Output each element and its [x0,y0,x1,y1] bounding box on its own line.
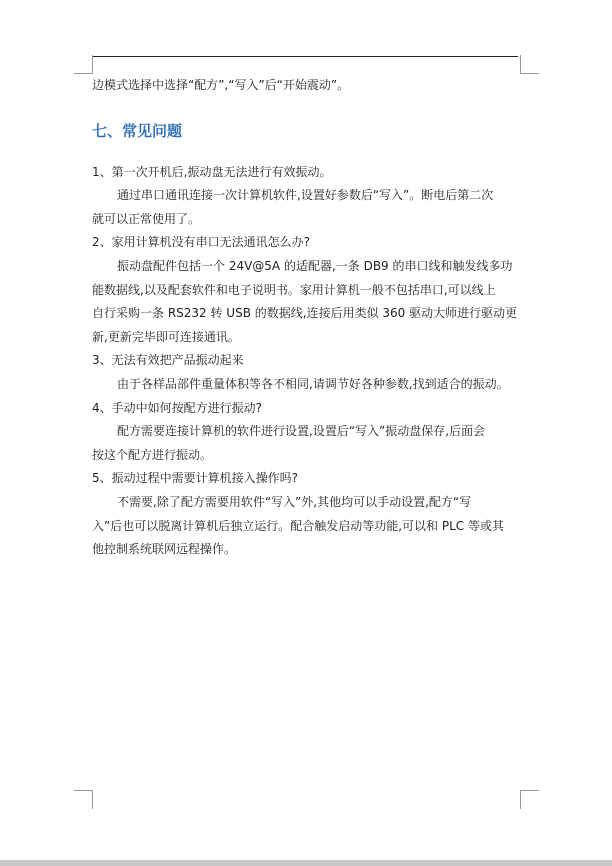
faq-answer-line: 就可以正常使用了。 [92,211,201,226]
faq-answer-line: 振动盘配件包括一个 24V@5A 的适配器,一条 DB9 的串口线和触发线多功 [117,258,513,273]
faq-question: 3、无法有效把产品振动起来 [92,353,244,368]
faq-item [92,349,522,396]
faq-answer-line: 由于各样品部件重量体积等各不相同,请调节好各种参数,找到适合的振动。 [117,376,509,391]
faq-answer-line: 不需要,除了配方需要用软件“写入”外,其他均可以手动设置,配方“写 [117,494,472,509]
faq-answer-line: 配方需要连接计算机的软件进行设置,设置后“写入”振动盘保存,后面会 [117,424,486,439]
margin-corner-bottom-right [520,790,539,809]
intro-line: 边模式选择中选择“配方”,“写入”后“开始震动”。 [92,78,350,92]
faq-answer-line: 新,更新完毕即可连接通讯。 [92,329,240,344]
faq-question: 2、家用计算机没有串口无法通讯怎么办? [92,235,311,250]
margin-corner-top-left [74,55,93,74]
faq-question: 1、第一次开机后,振动盘无法进行有效振动。 [92,164,332,179]
section-title: 七、常见问题 [92,121,183,140]
faq-answer-line: 能数据线,以及配套软件和电子说明书。家用计算机一般不包括串口,可以线上 [92,282,496,297]
faq-answer-line: 自行采购一条 RS232 转 USB 的数据线,连接后用类似 360 驱动大师进行驱动更 [92,306,518,321]
document-body [92,74,522,562]
faq-item [92,397,522,468]
faq-question: 5、振动过程中需要计算机接入操作吗? [92,471,299,486]
faq-question: 4、手动中如何按配方进行振动? [92,400,263,415]
faq-item [92,161,522,232]
header-rule [92,56,518,57]
faq-answer-line: 他控制系统联网远程操作。 [92,542,237,557]
faq-answer-line: 通过串口通讯连接一次计算机软件,设置好参数后“写入”。断电后第二次 [117,188,494,203]
page-bottom-edge [0,860,612,866]
faq-answer-line: 按这个配方进行振动。 [92,447,213,462]
faq-item [92,231,522,349]
margin-corner-bottom-left [74,790,93,809]
faq-answer-line: 入”后也可以脱离计算机后独立运行。配合触发启动等功能,可以和 PLC 等或其 [92,518,504,533]
margin-corner-top-right [520,55,539,74]
faq-item [92,467,522,561]
